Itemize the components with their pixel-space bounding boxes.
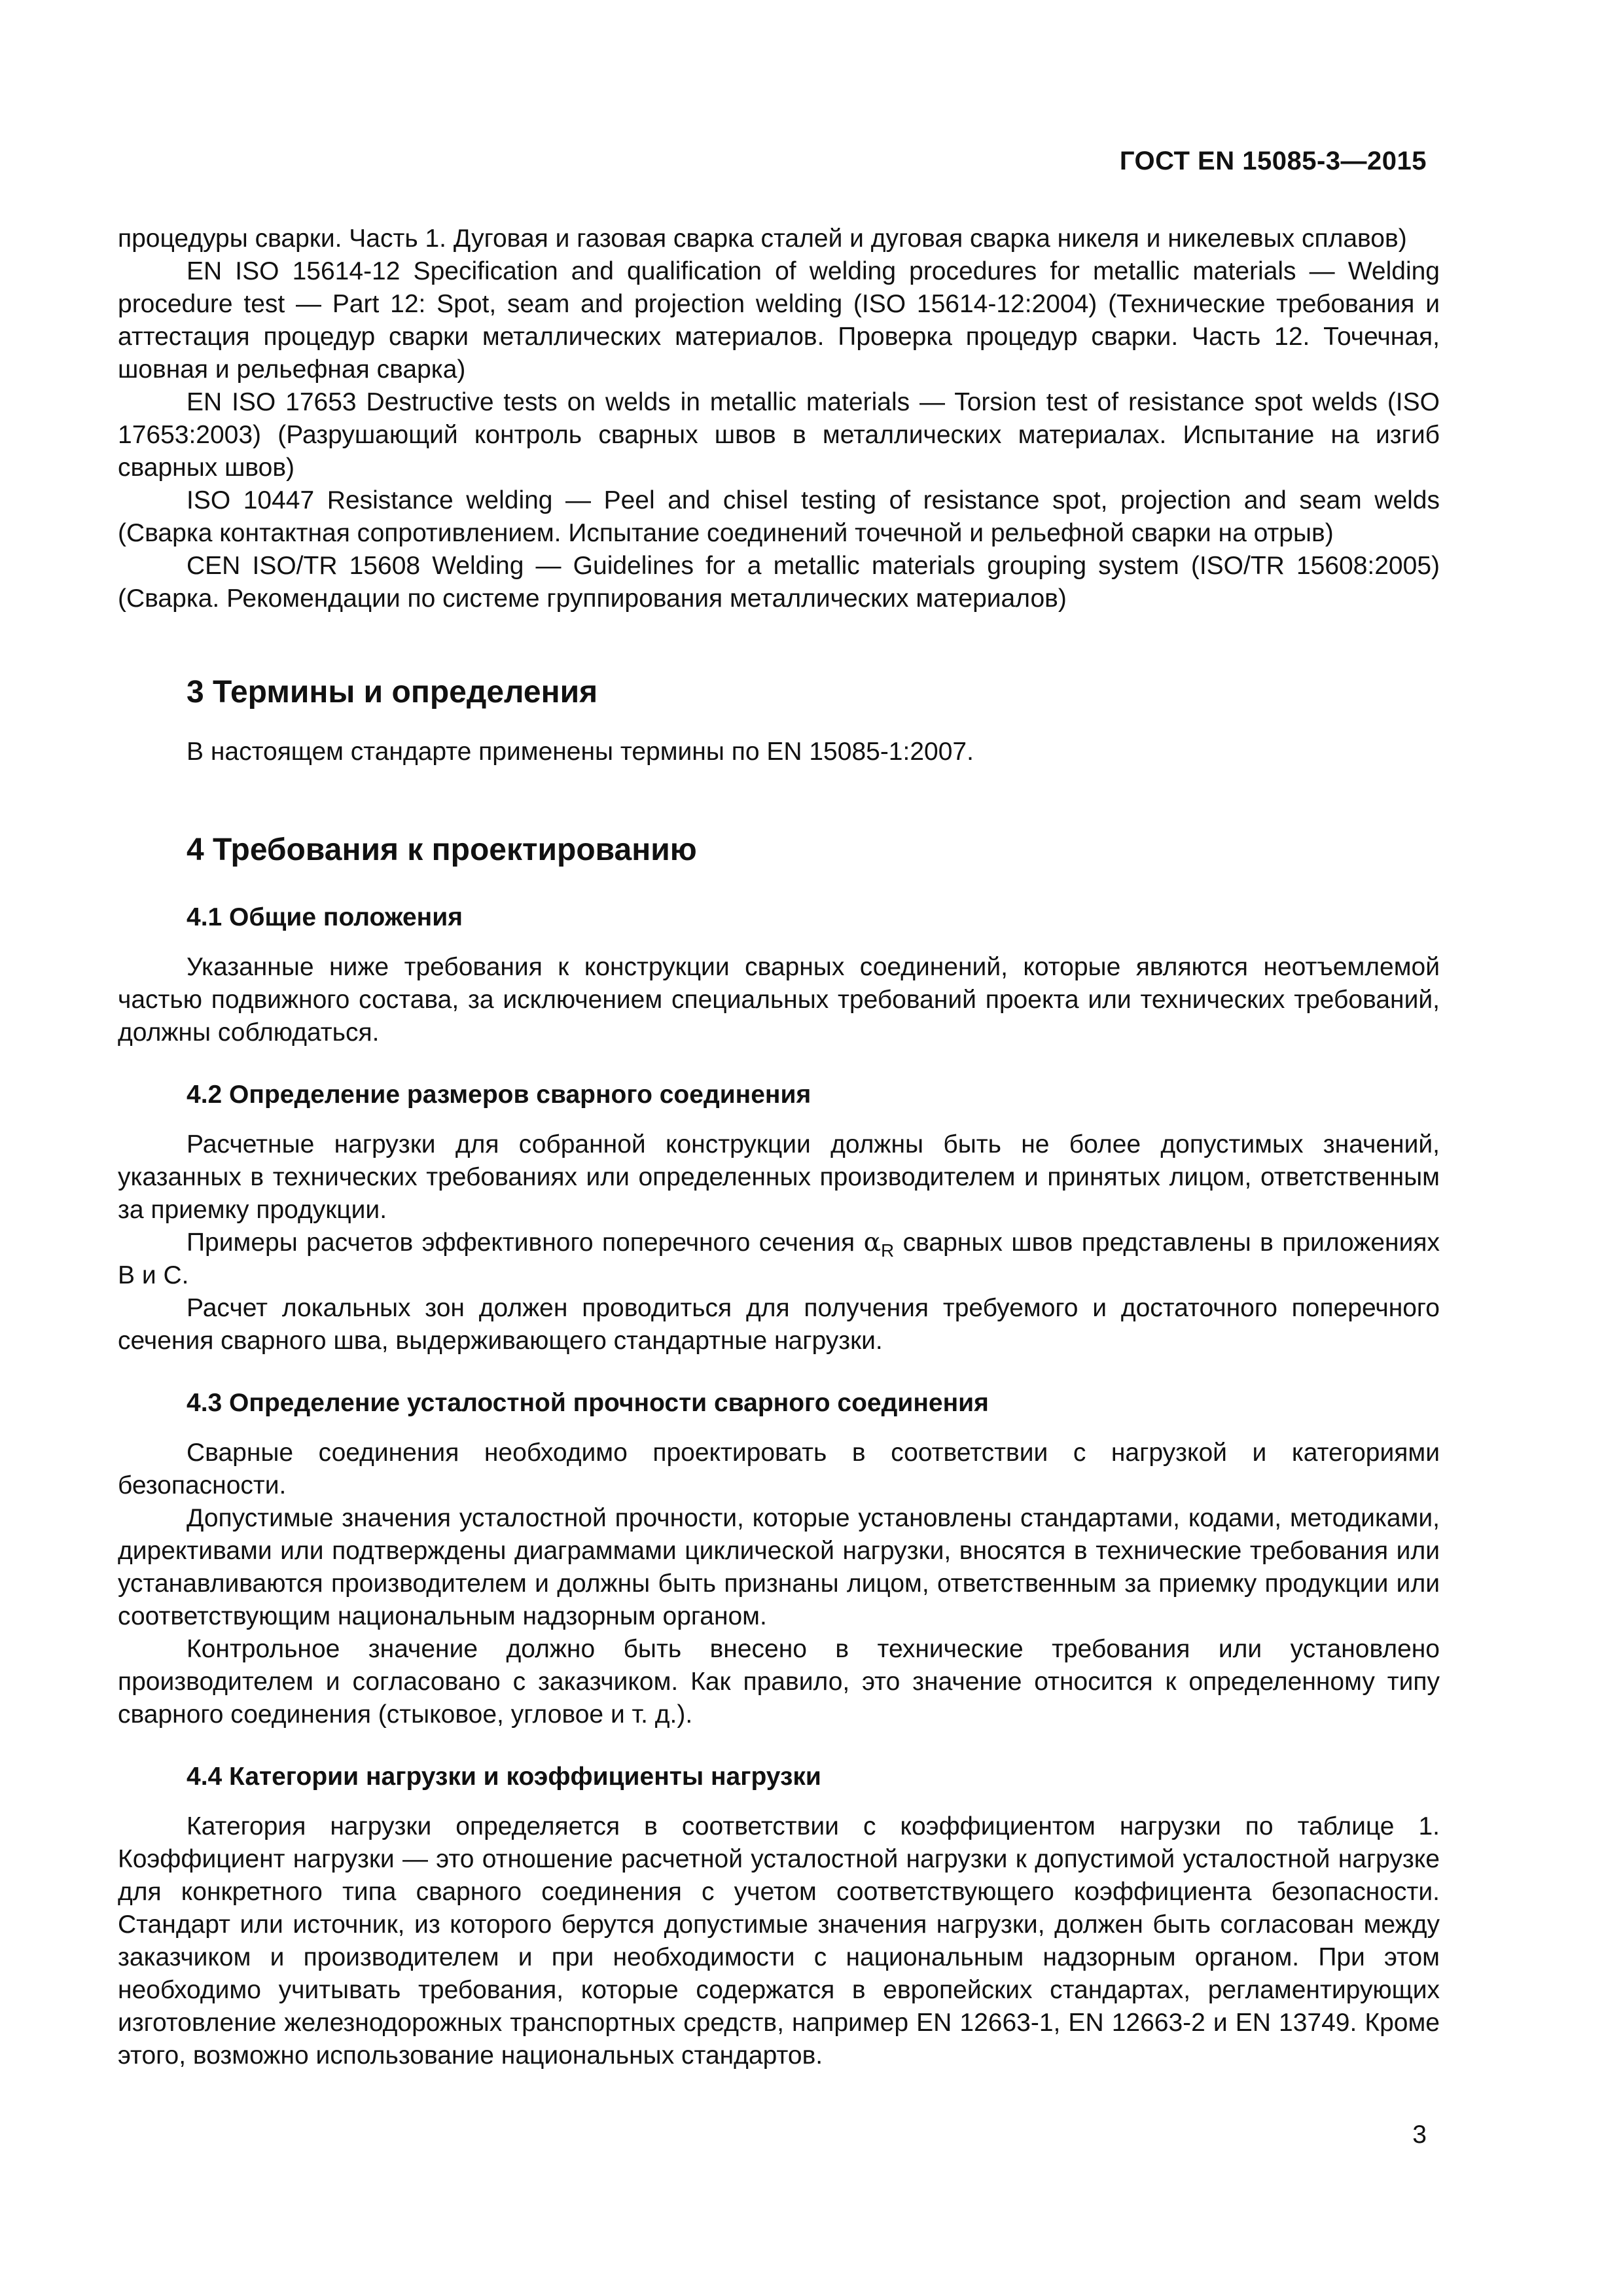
subsection-4-2-title: 4.2 Определение размеров сварного соединения: [187, 1081, 812, 1109]
subsection-4-3-paragraph: Контрольное значение должно быть внесено в технические требования или установлено производителем и согласовано с заказчиком. Как правило, это значение относится к определенному типу сварного соединения (стыковое, угловое и т. д.).: [118, 1635, 1440, 1729]
section-3-title: 3 Термины и определения: [187, 675, 598, 709]
subsection-4-4-title: 4.4 Категории нагрузки и коэффициенты нагрузки: [187, 1763, 821, 1791]
paragraph-text-before-symbol: Примеры расчетов эффективного поперечного сечения: [187, 1229, 855, 1257]
section-4-title: 4 Требования к проектированию: [187, 833, 697, 867]
subsection-4-4-paragraph: Категория нагрузки определяется в соответствии с коэффициентом нагрузки по таблице 1. Коэффициент нагрузки — это отношение расчетной усталостной нагрузки к допустимой усталостной нагрузке для конкретного типа сварного соединения с учетом соответствующего коэффициента безопасности. Стандарт или источник, из которого берутся допустимые значения нагрузки, должен быть согласован между заказчиком и производителем и при необходимости с национальным надзорным органом. При этом необходимо учитывать требования, которые содержатся в европейских стандартах, регламентирующих изготовление железнодорожных транспортных средств, например EN 12663-1, EN 12663-2 и EN 13749. Кроме этого, возможно использование национальных стандартов.: [118, 1812, 1440, 2070]
subsection-4-1-paragraph: Указанные ниже требования к конструкции сварных соединений, которые являются неотъемлемой частью подвижного состава, за исключением специальных требований проекта или технических требований, должны соблюдаться.: [118, 953, 1440, 1047]
subsection-4-1-title: 4.1 Общие положения: [187, 903, 463, 931]
alpha-subscript: R: [880, 1240, 895, 1261]
subsection-4-3-title: 4.3 Определение усталостной прочности сварного соединения: [187, 1389, 989, 1417]
reference-item: процедуры сварки. Часть 1. Дуговая и газовая сварка сталей и дуговая сварка никеля и никелевых сплавов): [118, 224, 1407, 253]
reference-item: EN ISO 15614-12 Specification and qualification of welding procedures for metallic materials — Welding procedure test — Part 12: Spot, seam and projection welding (ISO 15614-12:2004) (Технические требования и аттестация процедур сварки металлических материалов. Проверка процедур сварки. Часть 12. Точечная, шовная и рельефная сварка): [118, 257, 1440, 384]
reference-item: CEN ISO/TR 15608 Welding — Guidelines for a metallic materials grouping system (ISO/TR 15608:2005) (Сварка. Рекомендации по системе группирования металлических материалов): [118, 552, 1440, 613]
subsection-4-3-paragraph: Допустимые значения усталостной прочности, которые установлены стандартами, кодами, методиками, директивами или подтверждены диаграммами циклической нагрузки, вносятся в технические требования или устанавливаются производителем и должны быть признаны лицом, ответственным за приемку продукции или соответствующим национальным надзорным органом.: [118, 1504, 1440, 1630]
subsection-4-2-paragraph: Расчетные нагрузки для собранной конструкции должны быть не более допустимых значений, указанных в технических требованиях или определенных производителем и принятых лицом, ответственным за приемку продукции.: [118, 1130, 1440, 1224]
page-number: 3: [1412, 2121, 1427, 2149]
alpha-symbol: α: [863, 1228, 881, 1257]
subsection-4-2-paragraph: Расчет локальных зон должен проводиться для получения требуемого и достаточного поперечного сечения сварного шва, выдерживающего стандартные нагрузки.: [118, 1294, 1440, 1355]
document-body: [118, 223, 1440, 2072]
reference-item: ISO 10447 Resistance welding — Peel and chisel testing of resistance spot, projection and seam welds (Сварка контактная сопротивлением. Испытание соединений точечной и рельефной сварки на отрыв): [118, 486, 1440, 547]
section-3-text: В настоящем стандарте применены термины по EN 15085-1:2007.: [187, 738, 974, 766]
document-code-header: ГОСТ EN 15085-3—2015: [1119, 147, 1427, 175]
subsection-4-3-paragraph: Сварные соединения необходимо проектировать в соответствии с нагрузкой и категориями безопасности.: [118, 1439, 1440, 1499]
alpha-r-symbol: [863, 1228, 895, 1261]
reference-item: EN ISO 17653 Destructive tests on welds in metallic materials — Torsion test of resistance spot welds (ISO 17653:2003) (Разрушающий контроль сварных швов в металлических материалах. Испытание на изгиб сварных швов): [118, 388, 1440, 482]
subsection-4-2-paragraph-symbol: [118, 1227, 1440, 1292]
paragraph-text-after-symbol: сварных швов представлены в приложениях B и C.: [118, 1229, 1440, 1289]
